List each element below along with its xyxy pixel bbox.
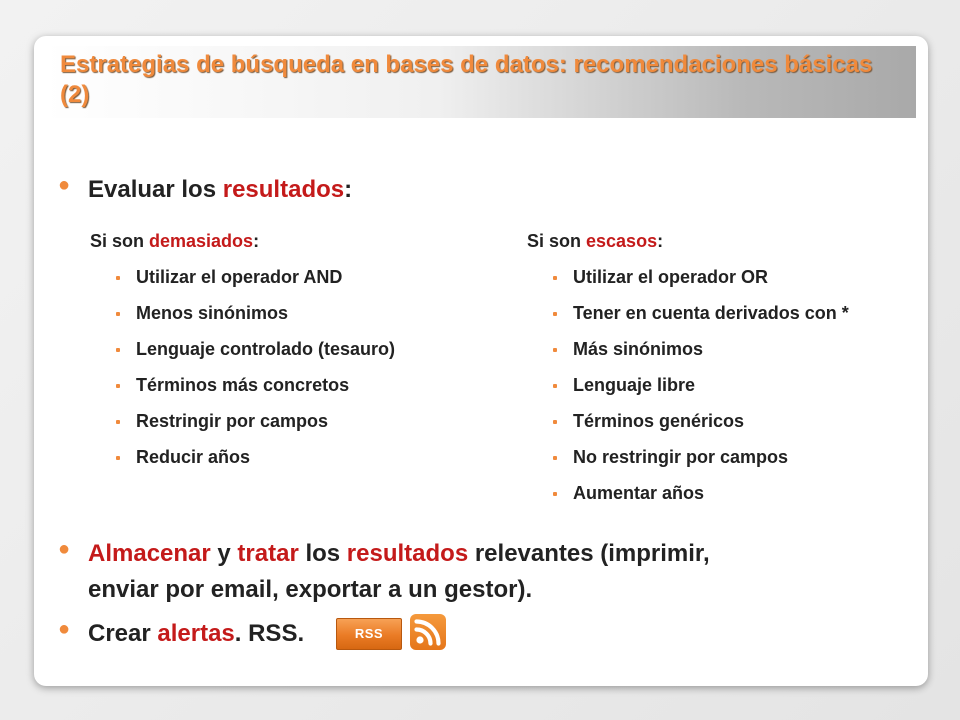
sub-bullet-icon	[553, 492, 557, 496]
rss-feed-glyph	[410, 614, 446, 650]
list-item: Utilizar el operador AND	[114, 265, 395, 301]
column-escasos-heading: Si son escasos:	[527, 231, 664, 251]
bullet-dot-icon: ●	[58, 174, 71, 196]
sub-bullet-icon	[553, 312, 557, 316]
bullet-almacenar-line1: Almacenar y tratar los resultados relevantes (imprimir,	[88, 540, 710, 567]
list-item: Utilizar el operador OR	[551, 265, 849, 301]
bullet-crear-text: Crear alertas. RSS.	[88, 620, 305, 647]
list-item: Más sinónimos	[551, 337, 849, 373]
list-item: Lenguaje controlado (tesauro)	[114, 337, 395, 373]
sub-bullet-icon	[553, 420, 557, 424]
list-item: Aumentar años	[551, 481, 849, 517]
sub-bullet-icon	[116, 276, 120, 280]
list-escasos	[551, 265, 849, 517]
rss-feed-icon[interactable]	[410, 614, 446, 650]
bullet-dot-icon: ●	[58, 538, 71, 560]
list-item: Tener en cuenta derivados con *	[551, 301, 849, 337]
slide-title: Estrategias de búsqueda en bases de datos: recomendaciones básicas (2)	[60, 51, 873, 108]
sub-bullet-icon	[553, 348, 557, 352]
sub-bullet-icon	[116, 456, 120, 460]
list-item: No restringir por campos	[551, 445, 849, 481]
sub-bullet-icon	[553, 276, 557, 280]
list-item: Términos genéricos	[551, 409, 849, 445]
slide	[34, 36, 928, 686]
title-bar	[44, 46, 916, 118]
sub-bullet-icon	[553, 384, 557, 388]
bullet-dot-icon: ●	[58, 618, 71, 640]
bullet-almacenar-line2: enviar por email, exportar a un gestor).	[88, 576, 533, 603]
sub-bullet-icon	[116, 384, 120, 388]
list-item: Reducir años	[114, 445, 395, 481]
list-item: Restringir por campos	[114, 409, 395, 445]
bullet-evaluar-text: Evaluar los resultados:	[88, 176, 353, 203]
sub-bullet-icon	[553, 456, 557, 460]
sub-bullet-icon	[116, 348, 120, 352]
list-item: Términos más concretos	[114, 373, 395, 409]
list-demasiados	[114, 265, 395, 481]
list-item: Lenguaje libre	[551, 373, 849, 409]
list-item: Menos sinónimos	[114, 301, 395, 337]
sub-bullet-icon	[116, 312, 120, 316]
sub-bullet-icon	[116, 420, 120, 424]
rss-badge[interactable]: RSS	[336, 618, 402, 650]
column-demasiados-heading: Si son demasiados:	[90, 231, 260, 251]
